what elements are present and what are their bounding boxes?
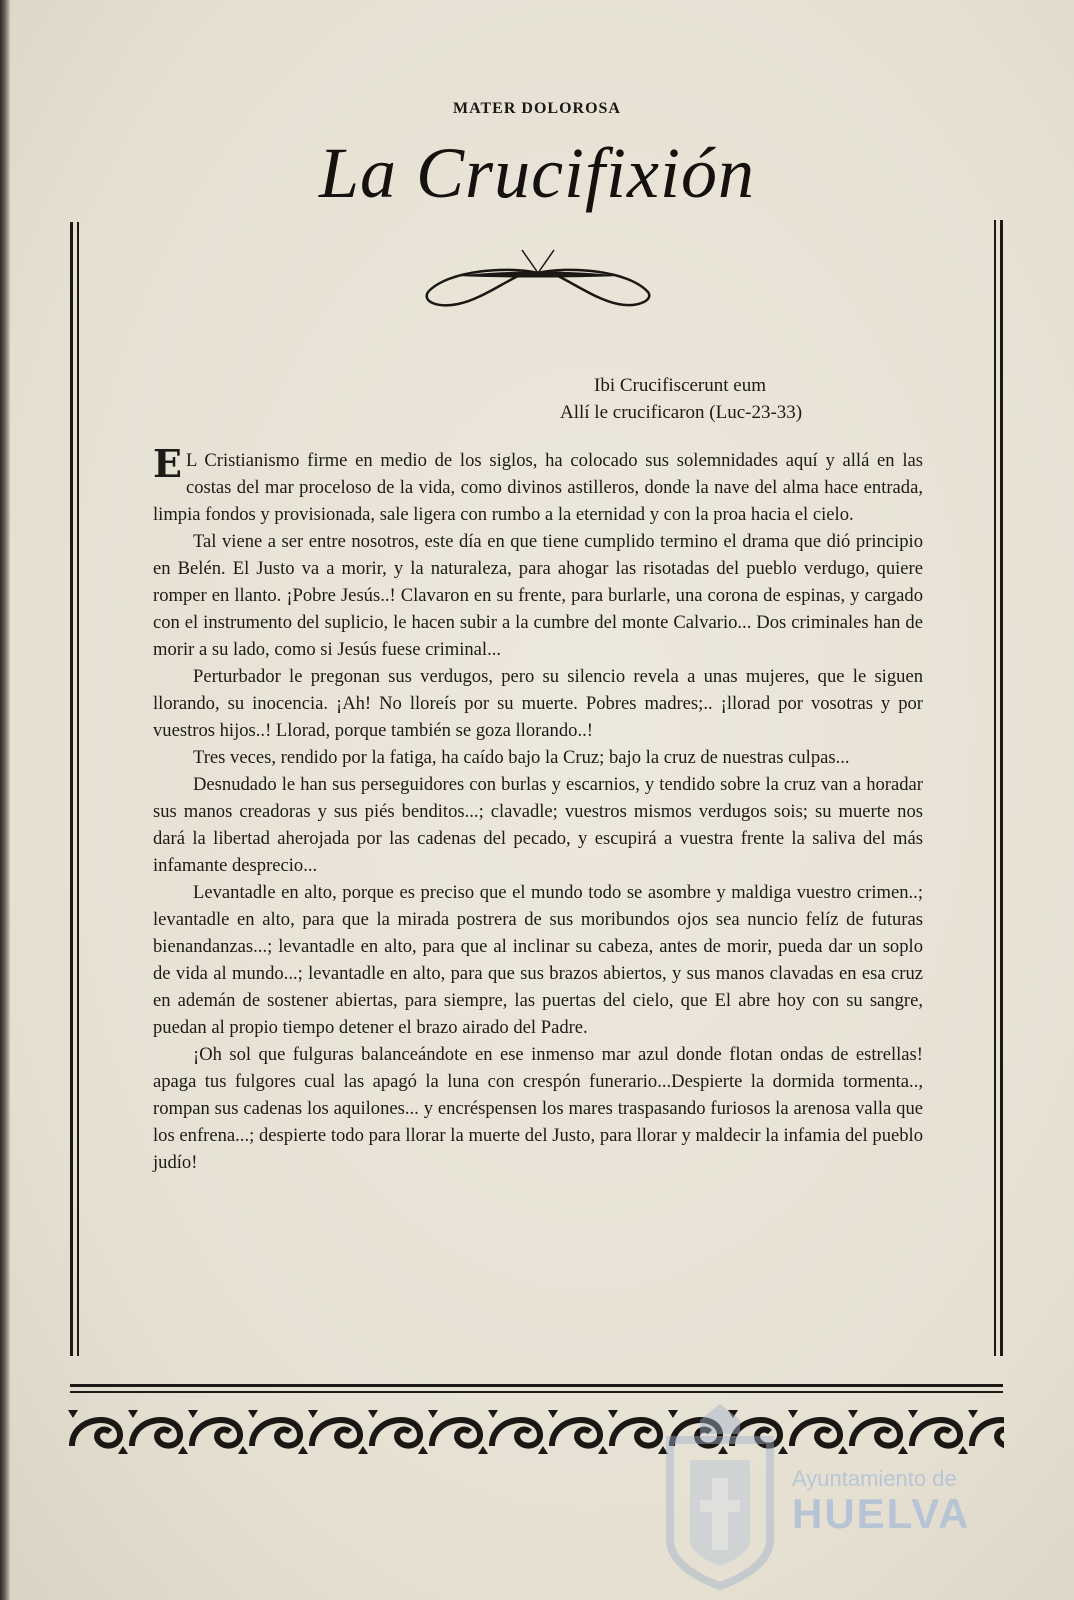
- watermark-line2: HUELVA: [792, 1490, 971, 1537]
- epigraph: [560, 372, 940, 426]
- flourish-ornament: [418, 246, 658, 320]
- page-title: La Crucifixión: [318, 133, 755, 213]
- article-paragraph: ¡Oh sol que fulguras balanceándote en ese inmenso mar azul donde flotan ondas de estrellas! apaga tus fulgores cual las apagó la luna con crespón funerario...Despierte la dormida tormenta.., rompan sus cadenas los aquilones... y encréspensen los mares traspasando furiosos la arenosa valla que los enfrena...; despierte todo para llorar la muerte del Justo, para llorar y maldecir la infamia del pueblo judío!: [153, 1044, 923, 1173]
- article-paragraph: Desnudado le han sus perseguidores con burlas y escarnios, y tendido sobre la cruz van a horadar sus manos creadoras y sus piés benditos...; clavadle; vuestros mismos verdugos sois; su muerte nos dará la libertad aherojada por las cadenas del pecado, y escupirá a vuestra frente la saliva del más infamante desprecio...: [153, 774, 923, 876]
- article-paragraph: Levantadle en alto, porque es preciso que el mundo todo se asombre y maldiga vuestro crimen..; levantadle en alto, para que la mirada postrera de sus moribundos ojos sea nuncio felíz de futuras bienandanzas...; levantadle en alto, para que al inclinar su cabeza, antes de morir, pueda dar un soplo de vida al mundo...; levantadle en alto, para que sus brazos abiertos, y sus manos clavadas en esa cruz en ademán de sostener abiertas, para siempre, las puertas del cielo, que El abre hoy con su sangre, puedan al propio tiempo detener el brazo airado del Padre.: [153, 882, 923, 1038]
- decorative-wave-border: [68, 1406, 1004, 1456]
- epigraph-spanish: Allí le crucificaron (Luc-23-33): [560, 402, 803, 423]
- watermark-crest-icon: [660, 1400, 780, 1590]
- article-paragraph: Tal viene a ser entre nosotros, este día en que tiene cumplido termino el drama que dió principio en Belén. El Justo va a morir, y la naturaleza, para ahogar las risotadas del pueblo verdugo, quiere romper en llanto. ¡Pobre Jesús..! Clavaron en su frente, para burlarle, una corona de espinas, y cargado con el instrumento del suplicio, le hacen subir a la cumbre del monte Calvario... Dos criminales han de morir a su lado, como si Jesús fuese criminal...: [153, 531, 923, 660]
- article-paragraph: Tres veces, rendido por la fatiga, ha caído bajo la Cruz; bajo la cruz de nuestras culpas...: [193, 747, 850, 768]
- article-paragraph: Perturbador le pregonan sus verdugos, pero su silencio revela a unas mujeres, que le siguen llorando, su inocencia. ¡Ah! No lloreís por su muerte. Pobres madres;.. ¡llorad por vosotras y por vuestros hijos..! Llorad, porque también se goza llorando..!: [153, 666, 923, 741]
- drop-cap: E: [153, 441, 182, 486]
- bottom-rule-lower: [70, 1391, 1003, 1393]
- article-paragraph: E L Cristianismo firme en medio de los siglos, ha colocado sus solemnidades aquí y allá en las costas del mar proceloso de la vida, como divinos astilleros, donde la nave del alma hace entrada, limpia fondos y provisionada, sale ligera con rumbo a la eternidad y con la proa hacia el cielo.: [153, 441, 923, 525]
- right-border-inner: [994, 220, 996, 1356]
- left-border-inner: [77, 222, 79, 1356]
- book-spine-edge: [0, 0, 10, 1600]
- bottom-rule-upper: [70, 1384, 1003, 1387]
- article-body: [153, 441, 923, 1176]
- right-border-outer: [1000, 220, 1003, 1356]
- section-kicker: MATER DOLOROSA: [453, 100, 621, 117]
- watermark-line1: Ayuntamiento de: [792, 1466, 957, 1491]
- epigraph-latin: Ibi Crucifiscerunt eum: [594, 375, 767, 396]
- left-border-outer: [70, 222, 73, 1356]
